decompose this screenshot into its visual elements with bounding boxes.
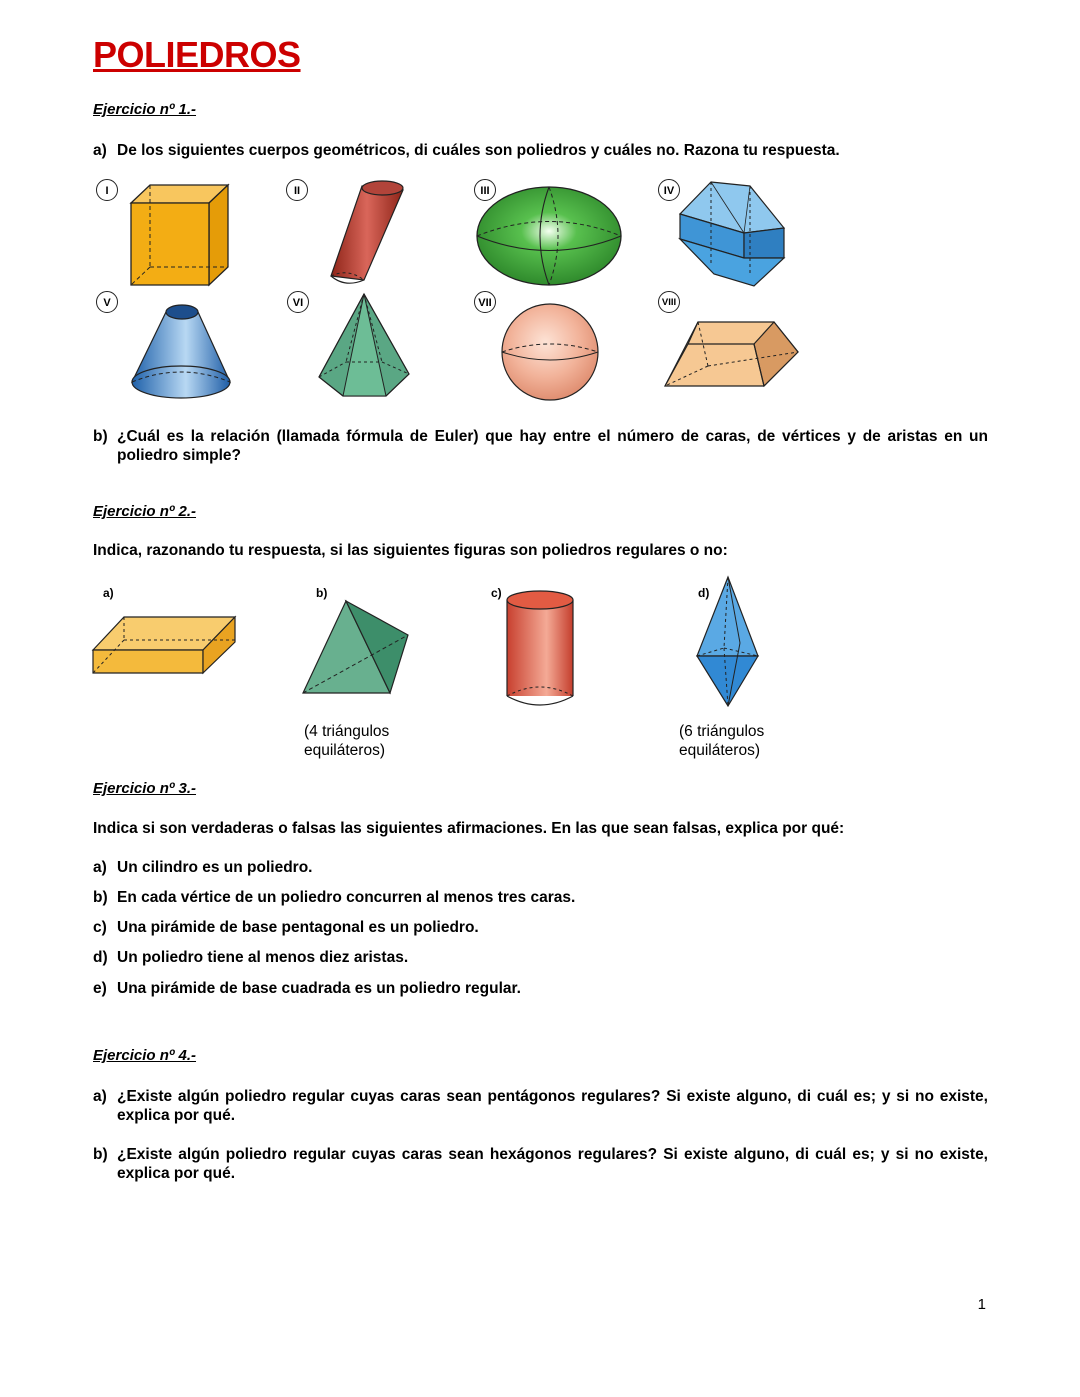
exercise-2-instructions: Indica, razonando tu respuesta, si las siguientes figuras son poliedros regulares o no:: [93, 542, 728, 559]
truncated-cone-figure: [128, 300, 234, 404]
exercise-1-question-b: [93, 427, 988, 465]
bipyramid-figure: [694, 575, 760, 709]
pentagonal-prism-figure: [676, 178, 788, 292]
statement-d: [93, 948, 988, 967]
figure-d-note-line-1: (6 triángulos: [679, 723, 765, 740]
trapezoidal-prism-figure: [662, 318, 802, 390]
item-label: e): [93, 980, 107, 997]
item-text: ¿Existe algún poliedro regular cuyas caras sean hexágonos regulares? Si existe alguno, di cuál es; y si no existe, explica por qué.: [117, 1146, 988, 1182]
figure-b-note-line-2: equiláteros): [304, 742, 385, 759]
sphere-figure: [500, 302, 602, 404]
exercise-3-instructions: Indica si son verdaderas o falsas las siguientes afirmaciones. En las que sean falsas, explica por qué:: [93, 820, 845, 837]
exercise-4-question-b: [93, 1145, 988, 1183]
item-text: Una pirámide de base pentagonal es un poliedro.: [117, 919, 479, 936]
figure-b-note-line-1: (4 triángulos: [304, 723, 390, 740]
exercise-4-heading: Ejercicio nº 4.-: [93, 1047, 197, 1064]
page-number: 1: [977, 1296, 986, 1313]
exercise-1-heading: Ejercicio nº 1.-: [93, 101, 197, 118]
item-label: b): [93, 889, 108, 906]
item-text: Un poliedro tiene al menos diez aristas.: [117, 949, 409, 966]
statement-e: [93, 979, 988, 998]
figure-label-c: c): [491, 586, 502, 600]
figure-label-vii: VII: [474, 291, 496, 313]
hexagonal-pyramid-figure: [316, 292, 412, 406]
oblique-cylinder-figure: [320, 178, 410, 290]
rectangular-prism-figure: [90, 612, 238, 676]
item-label: b): [93, 1146, 108, 1163]
exercise-3-heading: Ejercicio nº 3.-: [93, 780, 197, 797]
item-text: Una pirámide de base cuadrada es un poliedro regular.: [117, 980, 521, 997]
figure-label-vi: VI: [287, 291, 309, 313]
figure-label-b: b): [316, 586, 328, 600]
exercise-1-question-a: [93, 141, 988, 160]
statement-a: [93, 858, 988, 877]
item-text: Un cilindro es un poliedro.: [117, 859, 313, 876]
item-label: d): [93, 949, 108, 966]
statement-b: [93, 888, 988, 907]
item-label: c): [93, 919, 107, 936]
item-text: En cada vértice de un poliedro concurren al menos tres caras.: [117, 889, 576, 906]
cylinder-figure: [504, 588, 576, 712]
item-text: ¿Cuál es la relación (llamada fórmula de Euler) que hay entre el número de caras, de vértices y de aristas en un poliedro simple?: [117, 428, 988, 464]
figure-label-iii: III: [474, 179, 496, 201]
figure-label-i: I: [96, 179, 118, 201]
ellipsoid-figure: [475, 185, 625, 289]
tetrahedron-figure: [300, 598, 412, 696]
item-text: De los siguientes cuerpos geométricos, di cuáles son poliedros y cuáles no. Razona tu respuesta.: [117, 142, 840, 159]
figure-label-v: V: [96, 291, 118, 313]
cube-figure: [128, 182, 232, 288]
figure-label-d: d): [698, 586, 710, 600]
statement-c: [93, 918, 988, 937]
figure-label-viii: VIII: [658, 291, 680, 313]
item-label: b): [93, 428, 108, 445]
item-label: a): [93, 1088, 107, 1105]
item-label: a): [93, 142, 107, 159]
exercise-4-question-a: [93, 1087, 988, 1125]
figure-label-a: a): [103, 586, 114, 600]
exercise-2-heading: Ejercicio nº 2.-: [93, 503, 197, 520]
figure-label-ii: II: [286, 179, 308, 201]
figure-d-note-line-2: equiláteros): [679, 742, 760, 759]
item-text: ¿Existe algún poliedro regular cuyas caras sean pentágonos regulares? Si existe alguno, di cuál es; y si no existe, explica por qué.: [117, 1088, 988, 1124]
item-label: a): [93, 859, 107, 876]
page-title: POLIEDROS: [93, 34, 301, 75]
figure-label-iv: IV: [658, 179, 680, 201]
